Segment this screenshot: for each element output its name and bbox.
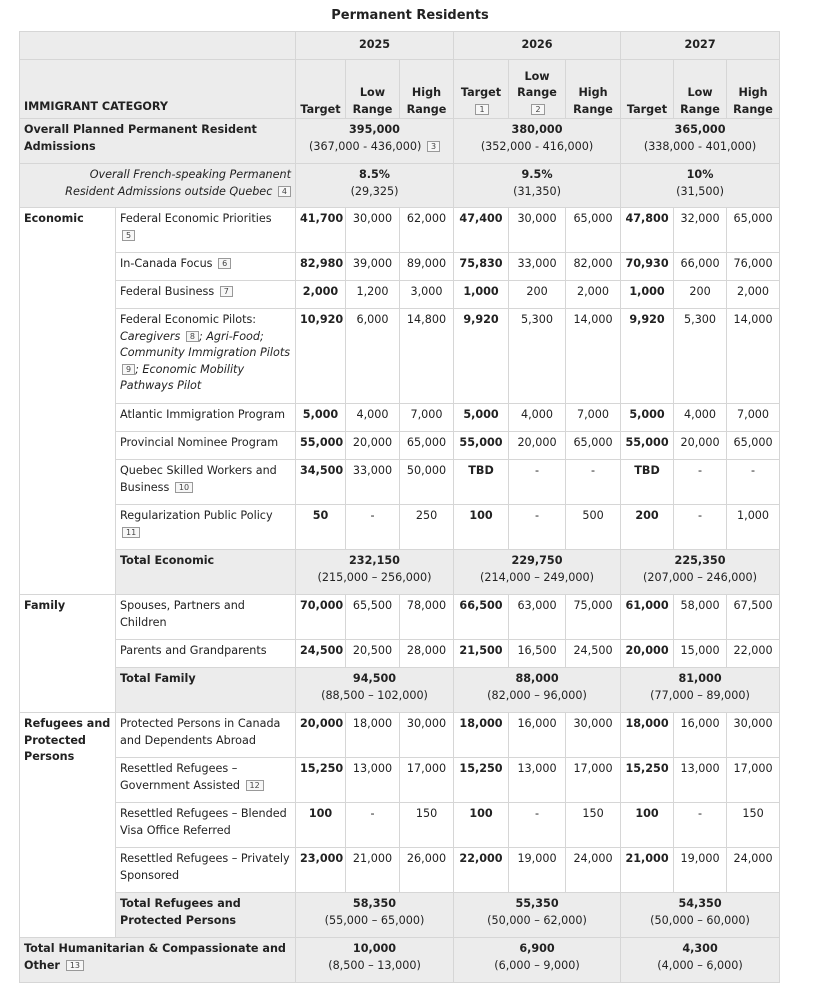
footnote-link[interactable]: 4 [278,186,291,197]
cell: 10,920 [296,309,346,404]
col-high-2026: High Range [566,60,621,119]
footnote-link[interactable]: 2 [531,104,544,115]
cell: - [509,460,566,505]
year-2027-header: 2027 [621,32,780,60]
cell: 5,000 [454,404,509,432]
total-main: 225,350 [674,554,726,567]
french-2025 [296,164,454,208]
footnote-link[interactable]: 6 [218,258,231,269]
overall-2026-range: (352,000 - 416,000) [480,139,594,153]
col-target-2027: Target [621,60,674,119]
row-label: Spouses, Partners and Children [116,595,296,640]
cell: 4,000 [509,404,566,432]
footnote-link[interactable]: 3 [427,141,440,152]
total-main: 81,000 [678,672,722,685]
footnote-link[interactable]: 7 [220,286,233,297]
group-refugees: Refugees and Protected Persons [20,713,116,938]
row-label [116,309,296,404]
cell: 70,930 [621,253,674,281]
row-label [116,460,296,505]
french-2027-range: (31,500) [676,184,724,198]
footnote-link[interactable]: 1 [475,104,488,115]
total-economic-2025 [296,550,454,595]
total-main: 10,000 [352,942,397,955]
cell: 23,000 [296,848,346,893]
cell: 30,000 [400,713,454,758]
cell: 5,000 [296,404,346,432]
total-main: 232,150 [349,554,400,567]
row-label: Atlantic Immigration Program [116,404,296,432]
year-2025-header: 2025 [296,32,454,60]
cell: 4,000 [674,404,727,432]
cell: 65,500 [346,595,400,640]
cell: 19,000 [674,848,727,893]
row-label: Resettled Refugees – Privately Sponsored [116,848,296,893]
cell: 200 [621,505,674,550]
cell: 5,000 [621,404,674,432]
cell: 100 [454,803,509,848]
humanitarian-2027 [621,938,780,983]
page-title: Permanent Residents [331,8,489,23]
french-2025-main: 8.5% [358,168,391,181]
cell: 20,500 [346,640,400,668]
cell: 58,000 [674,595,727,640]
total-range: (55,000 – 65,000) [324,913,425,927]
year-header-row [20,32,780,60]
total-range: (88,500 – 102,000) [321,688,428,702]
cell: 47,800 [621,208,674,253]
total-range: (8,500 – 13,000) [328,958,421,972]
cell: 65,000 [727,208,780,253]
cell: 150 [566,803,621,848]
cell: 82,980 [296,253,346,281]
footnote-link[interactable]: 5 [122,230,135,241]
row-label: Provincial Nominee Program [116,432,296,460]
cell: 18,000 [454,713,509,758]
footnote-link[interactable]: 8 [186,331,199,342]
overall-2026 [454,119,621,164]
cell: 1,000 [454,281,509,309]
table-row [20,595,780,640]
col-target-2026 [454,60,509,119]
french-2027-main: 10% [686,168,714,181]
cell: 24,000 [727,848,780,893]
overall-row [20,119,780,164]
cell: 26,000 [400,848,454,893]
cell: 6,000 [346,309,400,404]
row-label-text: Federal Economic Pilots: [120,313,257,326]
cell: 76,000 [727,253,780,281]
footnote-link[interactable]: 9 [122,364,135,375]
total-family-row [20,668,780,713]
cell: 61,000 [621,595,674,640]
cell: 250 [400,505,454,550]
col-low-2025: Low Range [346,60,400,119]
cell: 75,830 [454,253,509,281]
total-family-2027 [621,668,780,713]
cell: 13,000 [674,758,727,803]
year-2026-header: 2026 [454,32,621,60]
row-label [116,281,296,309]
row-label-text: Regularization Public Policy [120,509,273,522]
total-refugees-row [20,893,780,938]
total-range: (4,000 – 6,000) [657,958,743,972]
pilot-caregivers: Caregivers [120,329,181,343]
cell: 18,000 [621,713,674,758]
table-row [20,640,780,668]
col-high-2027: High Range [727,60,780,119]
col-low-2027: Low Range [674,60,727,119]
cell: 70,000 [296,595,346,640]
cell: 9,920 [454,309,509,404]
cell: 75,000 [566,595,621,640]
cell: 55,000 [454,432,509,460]
col-high-2025: High Range [400,60,454,119]
cell: 15,250 [454,758,509,803]
cell: 17,000 [566,758,621,803]
cell: 21,000 [346,848,400,893]
cell: - [509,505,566,550]
cell: 16,500 [509,640,566,668]
total-range: (6,000 – 9,000) [494,958,580,972]
cell: 19,000 [509,848,566,893]
table-row [20,505,780,550]
total-main: 58,350 [352,897,397,910]
total-range: (77,000 – 89,000) [650,688,750,702]
cell: 20,000 [346,432,400,460]
permanent-residents-table [19,31,780,983]
overall-2025-range: (367,000 - 436,000) [308,139,422,153]
cell: 89,000 [400,253,454,281]
cell: 66,000 [674,253,727,281]
col-target-2025: Target [296,60,346,119]
cell: - [674,460,727,505]
pilot-agri-community: ; Agri-Food; Community Immigration Pilots [120,329,291,359]
humanitarian-2025 [296,938,454,983]
cell: 150 [400,803,454,848]
total-main: 6,900 [519,942,555,955]
cell: 65,000 [566,432,621,460]
total-main: 55,350 [515,897,559,910]
overall-label [20,119,296,164]
col-low-2026 [509,60,566,119]
total-range: (207,000 – 246,000) [643,570,758,584]
cell: 16,000 [674,713,727,758]
cell: 20,000 [621,640,674,668]
cell: 18,000 [346,713,400,758]
cell: - [674,803,727,848]
total-label: Total Economic [116,550,296,595]
cell: 2,000 [296,281,346,309]
total-refugees-2026 [454,893,621,938]
table-row [20,253,780,281]
cell: 22,000 [454,848,509,893]
cell: 20,000 [296,713,346,758]
cell: 5,300 [509,309,566,404]
table-row [20,758,780,803]
cell: - [674,505,727,550]
french-label [20,164,296,208]
cell: 65,000 [566,208,621,253]
cell: 7,000 [727,404,780,432]
cell: 15,250 [296,758,346,803]
overall-2027-range: (338,000 - 401,000) [643,139,757,153]
cell: TBD [454,460,509,505]
total-main: 4,300 [682,942,718,955]
column-header-row [20,60,780,119]
cell: 63,000 [509,595,566,640]
cell: - [727,460,780,505]
cell: 47,400 [454,208,509,253]
total-refugees-2027 [621,893,780,938]
cell: 30,000 [346,208,400,253]
cell: 5,300 [674,309,727,404]
footnote-link[interactable]: 11 [122,527,140,538]
cell: 17,000 [400,758,454,803]
humanitarian-row [20,938,780,983]
french-2027 [621,164,780,208]
total-family-2026 [454,668,621,713]
cell: 39,000 [346,253,400,281]
total-main: 88,000 [515,672,559,685]
cell: 500 [566,505,621,550]
cell: 55,000 [296,432,346,460]
cell: 2,000 [727,281,780,309]
col-low-label: Low Range [517,69,557,99]
cell: 100 [454,505,509,550]
total-main: 94,500 [352,672,397,685]
cell: 24,500 [566,640,621,668]
french-2026 [454,164,621,208]
cell: 30,000 [727,713,780,758]
overall-2027 [621,119,780,164]
cell: 15,250 [621,758,674,803]
cell: 200 [509,281,566,309]
cell: - [346,803,400,848]
cell: 150 [727,803,780,848]
total-range: (82,000 – 96,000) [487,688,587,702]
cell: 7,000 [400,404,454,432]
cell: 22,000 [727,640,780,668]
cell: 16,000 [509,713,566,758]
col-target-label: Target [460,86,502,99]
cell: 100 [296,803,346,848]
total-label: Total Refugees and Protected Persons [116,893,296,938]
total-label: Total Family [116,668,296,713]
table-row [20,309,780,404]
total-refugees-2025 [296,893,454,938]
total-range: (214,000 – 249,000) [480,570,594,584]
row-label-text: Resettled Refugees – Government Assisted [120,762,240,792]
total-family-2025 [296,668,454,713]
table-row [20,803,780,848]
pilot-mobility: ; Economic Mobility Pathways Pilot [120,362,245,392]
cell: 33,000 [509,253,566,281]
cell: 2,000 [566,281,621,309]
cell: 30,000 [509,208,566,253]
cell: 1,000 [727,505,780,550]
cell: 13,000 [509,758,566,803]
cell: 20,000 [509,432,566,460]
table-row [20,713,780,758]
cell: 66,500 [454,595,509,640]
total-range: (50,000 – 60,000) [650,913,750,927]
table-row [20,404,780,432]
cell: 33,000 [346,460,400,505]
cell: 13,000 [346,758,400,803]
cell: 9,920 [621,309,674,404]
cell: - [509,803,566,848]
cell: 67,500 [727,595,780,640]
cell: 24,000 [566,848,621,893]
total-economic-row [20,550,780,595]
cell: 65,000 [400,432,454,460]
cell: 62,000 [400,208,454,253]
row-label-text: Quebec Skilled Workers and Business [120,464,277,494]
humanitarian-label-text: Total Humanitarian & Compassionate and Other [24,942,286,972]
table-row [20,432,780,460]
total-main: 54,350 [678,897,722,910]
cell: 41,700 [296,208,346,253]
overall-2026-main: 380,000 [511,123,563,136]
cell: 14,000 [727,309,780,404]
humanitarian-2026 [454,938,621,983]
overall-2025 [296,119,454,164]
group-economic: Economic [20,208,116,595]
cell: 17,000 [727,758,780,803]
total-economic-2026 [454,550,621,595]
total-main: 229,750 [511,554,563,567]
row-label [116,758,296,803]
table-row [20,460,780,505]
cell: 1,200 [346,281,400,309]
row-label-text: In-Canada Focus [120,257,213,270]
footnote-link[interactable]: 13 [66,960,84,971]
cell: 14,800 [400,309,454,404]
cell: 21,500 [454,640,509,668]
french-2026-main: 9.5% [521,168,553,181]
total-economic-2027 [621,550,780,595]
cell: 30,000 [566,713,621,758]
cell: 55,000 [621,432,674,460]
french-2025-range: (29,325) [350,184,399,198]
cell: 82,000 [566,253,621,281]
cell: 14,000 [566,309,621,404]
cell: 7,000 [566,404,621,432]
humanitarian-label [20,938,296,983]
cell: TBD [621,460,674,505]
table-row [20,848,780,893]
table-row [20,281,780,309]
row-label [116,505,296,550]
french-row [20,164,780,208]
cell: 78,000 [400,595,454,640]
cell: 65,000 [727,432,780,460]
category-header: IMMIGRANT CATEGORY [20,60,296,119]
group-family: Family [20,595,116,713]
cell: 200 [674,281,727,309]
cell: 15,000 [674,640,727,668]
row-label [116,253,296,281]
overall-2025-main: 395,000 [349,123,400,136]
row-label: Parents and Grandparents [116,640,296,668]
footnote-link[interactable]: 10 [175,482,193,493]
overall-label-text: Overall Planned Permanent Resident Admissions [24,123,257,153]
cell: 34,500 [296,460,346,505]
overall-2027-main: 365,000 [674,123,726,136]
cell: 4,000 [346,404,400,432]
cell: 1,000 [621,281,674,309]
cell: 50 [296,505,346,550]
blank-header-cell [20,32,296,60]
total-range: (50,000 – 62,000) [487,913,587,927]
row-label-text: Federal Economic Priorities [120,212,272,225]
cell: 24,500 [296,640,346,668]
row-label: Resettled Refugees – Blended Visa Office Referred [116,803,296,848]
footnote-link[interactable]: 12 [246,780,264,791]
french-2026-range: (31,350) [513,184,561,198]
cell: 50,000 [400,460,454,505]
french-label-text: Overall French-speaking Permanent Resident Admissions outside Quebec [65,168,291,198]
row-label [116,208,296,253]
cell: 28,000 [400,640,454,668]
cell: 20,000 [674,432,727,460]
row-label: Protected Persons in Canada and Dependents Abroad [116,713,296,758]
cell: - [346,505,400,550]
row-label-text: Federal Business [120,285,215,298]
cell: - [566,460,621,505]
cell: 32,000 [674,208,727,253]
cell: 100 [621,803,674,848]
cell: 3,000 [400,281,454,309]
total-range: (215,000 – 256,000) [317,570,432,584]
table-row [20,208,780,253]
cell: 21,000 [621,848,674,893]
